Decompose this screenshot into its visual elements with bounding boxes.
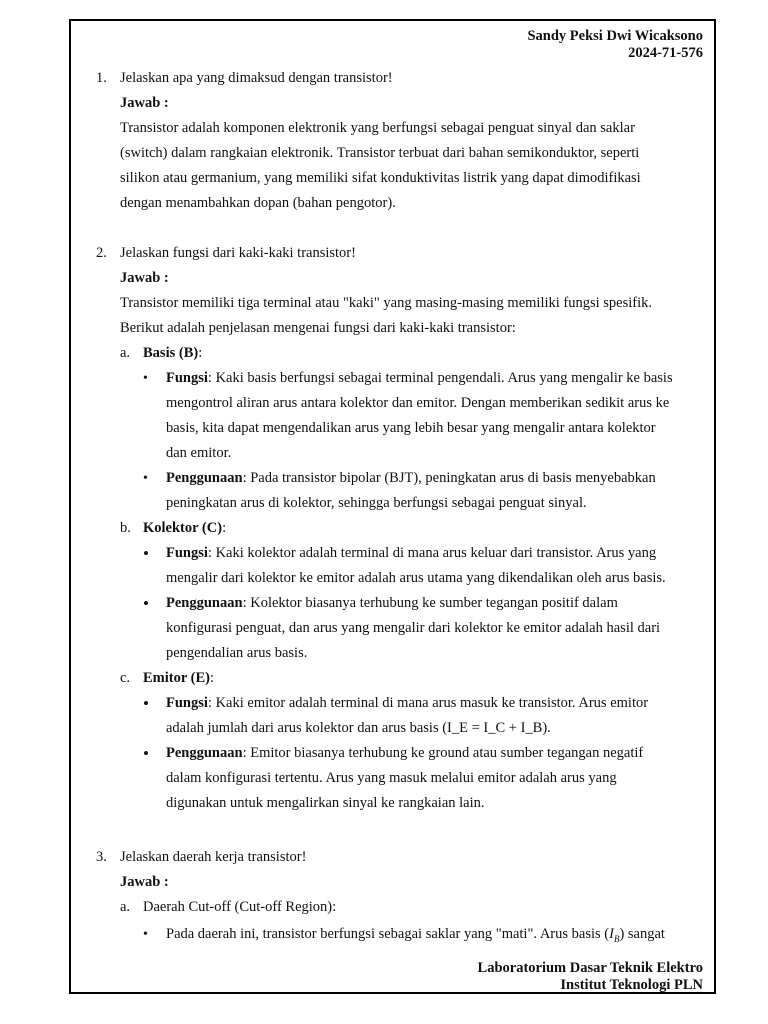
q2a-penggunaan-line: peningkatan arus di kolektor, sehingga berfungsi sebagai penguat sinyal. (166, 495, 587, 511)
q2c-penggunaan-line: digunakan untuk mengalirkan sinyal ke rangkaian lain. (166, 795, 485, 811)
q2a-fungsi: Fungsi: Kaki basis berfungsi sebagai terminal pengendali. Arus yang mengalir ke basis (166, 370, 673, 386)
q3-question: Jelaskan daerah kerja transistor! (120, 849, 307, 865)
q2a-penggunaan: Penggunaan: Pada transistor bipolar (BJT), peningkatan arus di basis menyebabkan (166, 470, 656, 486)
q3a-letter: a. (120, 899, 131, 915)
bullet-icon: • (143, 471, 148, 486)
q1-answer-line: Transistor adalah komponen elektronik yang berfungsi sebagai penguat sinyal dan saklar (120, 120, 635, 136)
q2b-letter: b. (120, 520, 131, 536)
institution-name: Institut Teknologi PLN (560, 977, 703, 993)
author-name: Sandy Peksi Dwi Wicaksono (527, 28, 703, 44)
bullet-icon: • (143, 744, 149, 763)
q1-answer-line: (switch) dalam rangkaian elektronik. Transistor terbuat dari bahan semikonduktor, seperti (120, 145, 640, 161)
q2c-title: Emitor (E): (143, 670, 215, 686)
q2b-penggunaan: Penggunaan: Kolektor biasanya terhubung ke sumber tegangan positif dalam (166, 595, 618, 611)
q1-answer-line: dengan menambahkan dopan (bahan pengotor). (120, 195, 396, 211)
q1-number: 1. (96, 70, 107, 86)
q3-number: 3. (96, 849, 107, 865)
q2-intro-line: Transistor memiliki tiga terminal atau "kaki" yang masing-masing memiliki fungsi spesifik. (120, 295, 653, 311)
q2c-fungsi: Fungsi: Kaki emitor adalah terminal di mana arus masuk ke transistor. Arus emitor (166, 695, 649, 711)
q2b-penggunaan-line: konfigurasi penguat, dan arus yang mengalir dari kolektor ke emitor adalah hasil dari (166, 620, 661, 636)
bullet-icon: • (143, 927, 148, 942)
q2a-title: Basis (B): (143, 345, 203, 361)
q2b-title: Kolektor (C): (143, 520, 227, 536)
q2b-fungsi: Fungsi: Kaki kolektor adalah terminal di mana arus keluar dari transistor. Arus yang (166, 545, 657, 561)
q3a-bullet-text: Pada daerah ini, transistor berfungsi sebagai saklar yang "mati". Arus basis $(I_B)$ sangat (166, 926, 665, 944)
q2b-fungsi-line: mengalir dari kolektor ke emitor adalah arus utama yang dikendalikan oleh arus basis. (166, 570, 666, 586)
q1-question: Jelaskan apa yang dimaksud dengan transistor! (120, 70, 393, 86)
q2-answer-label: Jawab : (120, 270, 169, 286)
q2-intro-line: Berikut adalah penjelasan mengenai fungsi dari kaki-kaki transistor: (120, 320, 516, 336)
q3-answer-label: Jawab : (120, 874, 169, 890)
student-id: 2024-71-576 (628, 45, 703, 61)
q1-answer-line: silikon atau germanium, yang memiliki sifat konduktivitas listrik yang dapat dimodifikasi (120, 170, 641, 186)
q2a-fungsi-line: basis, kita dapat mengendalikan arus yang lebih besar yang mengalir antara kolektor (166, 420, 656, 436)
q3a-title: Daerah Cut-off (Cut-off Region): (143, 899, 337, 915)
lab-name: Laboratorium Dasar Teknik Elektro (477, 960, 703, 976)
q2c-penggunaan-line: dalam konfigurasi tertentu. Arus yang masuk melalui emitor adalah arus yang (166, 770, 617, 786)
bullet-icon: • (143, 371, 148, 386)
q2-number: 2. (96, 245, 107, 261)
q1-answer-label: Jawab : (120, 95, 169, 111)
q2c-fungsi-line: adalah jumlah dari arus kolektor dan arus basis (I_E = I_C + I_B). (166, 720, 551, 736)
q2a-fungsi-line: dan emitor. (166, 445, 232, 461)
q2a-fungsi-line: mengontrol aliran arus antara kolektor dan emitor. Dengan memberikan sedikit arus ke (166, 395, 670, 411)
bullet-icon: • (143, 694, 149, 713)
bullet-icon: • (143, 594, 149, 613)
q2c-penggunaan: Penggunaan: Emitor biasanya terhubung ke ground atau sumber tegangan negatif (166, 745, 644, 761)
q2b-penggunaan-line: pengendalian arus basis. (166, 645, 308, 661)
q2a-letter: a. (120, 345, 131, 361)
q2-question: Jelaskan fungsi dari kaki-kaki transistor! (120, 245, 356, 261)
q2c-letter: c. (120, 670, 131, 686)
page-header (527, 28, 703, 62)
bullet-icon: • (143, 544, 149, 563)
page-footer (478, 960, 703, 994)
